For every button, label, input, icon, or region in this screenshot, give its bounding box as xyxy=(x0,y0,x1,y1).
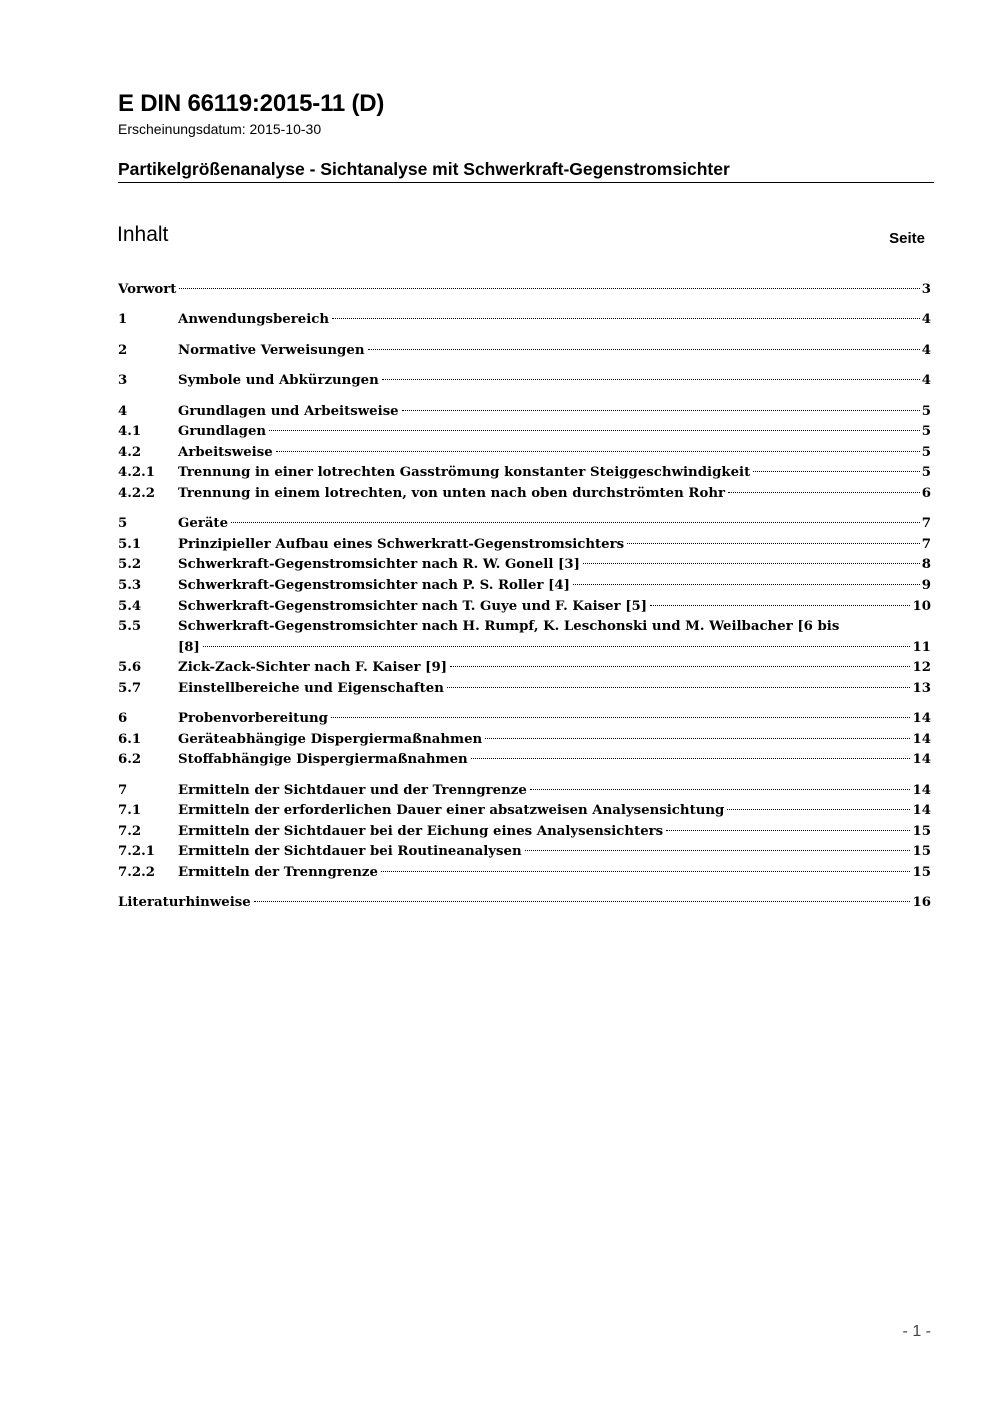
toc-entry-page: 10 xyxy=(912,599,931,614)
toc-entry-number: 5.5 xyxy=(118,619,142,634)
toc-entry[interactable] xyxy=(118,658,931,678)
toc-dot-leader xyxy=(530,789,911,790)
toc-entry-number: 7.2.1 xyxy=(118,844,156,859)
toc-dot-leader xyxy=(627,543,920,544)
toc-entry-number: 7.2 xyxy=(118,824,142,839)
toc-entry-title: Ermitteln der Sichtdauer bei Routineanalysen xyxy=(178,844,522,859)
toc-entry-title: Stoffabhängige Dispergiermaßnahmen xyxy=(178,752,468,767)
toc-entry-title: Trennung in einer lotrechten Gasströmung konstanter Steiggeschwindigkeit xyxy=(178,465,751,480)
toc-entry-page: 7 xyxy=(921,516,931,531)
toc-entry-number: 7 xyxy=(118,783,128,798)
toc-entry-title: Geräteabhängige Dispergiermaßnahmen xyxy=(178,732,483,747)
toc-entry-page: 4 xyxy=(921,373,931,388)
toc-entry[interactable] xyxy=(118,679,931,699)
toc-entry[interactable] xyxy=(118,842,931,862)
toc-entry-number: 6 xyxy=(118,711,128,726)
toc-entry-title: Ermitteln der Trenngrenze xyxy=(178,865,378,880)
publication-date: Erscheinungsdatum: 2015-10-30 xyxy=(118,121,322,137)
toc-entry-title: Schwerkraft-Gegenstromsichter nach R. W. Gonell [3] xyxy=(178,557,580,572)
toc-entry-title: Probenvorbereitung xyxy=(178,711,328,726)
toc-entry-page: 5 xyxy=(921,404,931,419)
toc-entry-page: 4 xyxy=(921,343,931,358)
toc-entry-title: Schwerkraft-Gegenstromsichter nach P. S. Roller [4] xyxy=(178,578,570,593)
toc-dot-leader xyxy=(650,605,910,606)
toc-entry[interactable] xyxy=(118,801,931,821)
toc-entry[interactable] xyxy=(118,750,931,770)
toc-entry[interactable] xyxy=(118,617,931,637)
toc-entry-title: Einstellbereiche und Eigenschaften xyxy=(178,681,444,696)
toc-entry-number: 5.2 xyxy=(118,557,142,572)
toc-entry-number: 4.2.2 xyxy=(118,486,156,501)
toc-entry-number: 5.7 xyxy=(118,681,142,696)
toc-dot-leader xyxy=(276,451,920,452)
toc-entry-page: 16 xyxy=(912,895,931,910)
footer-page-number: - 1 - xyxy=(902,1323,931,1340)
toc-dot-leader xyxy=(179,288,919,289)
toc-entry-page: 14 xyxy=(912,752,931,767)
toc-dot-leader xyxy=(525,850,911,851)
toc-entry-title: Grundlagen und Arbeitsweise xyxy=(178,404,399,419)
toc-dot-leader xyxy=(583,563,920,564)
toc-entry-number: 4 xyxy=(118,404,128,419)
toc-entry[interactable] xyxy=(118,402,931,422)
toc-dot-leader xyxy=(381,871,911,872)
toc-entry-number: 1 xyxy=(118,312,128,327)
toc-entry-title: Normative Verweisungen xyxy=(178,343,365,358)
toc-entry-page: 13 xyxy=(912,681,931,696)
toc-entry-number: 2 xyxy=(118,343,128,358)
toc-entry-page: 15 xyxy=(912,844,931,859)
toc-dot-leader xyxy=(753,471,920,472)
toc-entry-number: 5.1 xyxy=(118,537,142,552)
toc-entry-title: Schwerkraft-Gegenstromsichter nach T. Guye und F. Kaiser [5] xyxy=(178,599,648,614)
toc-entry[interactable] xyxy=(118,730,931,750)
toc-entry-number: 7.1 xyxy=(118,803,142,818)
toc-entry-page: 5 xyxy=(921,465,931,480)
toc-entry-page: 6 xyxy=(921,486,931,501)
toc-entry-number: 6.2 xyxy=(118,752,142,767)
toc-entry-title: [8] xyxy=(178,640,200,655)
toc-entry[interactable] xyxy=(118,781,931,801)
toc-page-column-label: Seite xyxy=(889,230,925,247)
toc-entry-number: 5.6 xyxy=(118,660,142,675)
toc-entry-page: 3 xyxy=(921,282,931,297)
toc-entry-title: Zick-Zack-Sichter nach F. Kaiser [9] xyxy=(178,660,447,675)
toc-entry[interactable] xyxy=(118,709,931,729)
toc-entry-number: 4.1 xyxy=(118,424,142,439)
toc-entry-page: 14 xyxy=(912,783,931,798)
toc-entry-page: 8 xyxy=(921,557,931,572)
toc-dot-leader xyxy=(471,758,911,759)
toc-entry[interactable] xyxy=(118,597,931,617)
document-subtitle: Partikelgrößenanalyse - Sichtanalyse mit Schwerkraft-Gegenstromsichter xyxy=(118,159,730,179)
toc-dot-leader xyxy=(231,522,920,523)
toc-entry-title: Literaturhinweise xyxy=(118,895,251,910)
toc-dot-leader xyxy=(728,492,920,493)
toc-entry-page: 14 xyxy=(912,732,931,747)
toc-entry[interactable] xyxy=(118,341,931,361)
toc-entry[interactable] xyxy=(118,555,931,575)
toc-entry-number: 7.2.2 xyxy=(118,865,156,880)
toc-entry[interactable] xyxy=(118,280,931,300)
toc-entry[interactable] xyxy=(118,822,931,842)
toc-dot-leader xyxy=(332,318,920,319)
toc-entry-title: Ermitteln der erforderlichen Dauer einer absatzweisen Analysensichtung xyxy=(178,803,725,818)
toc-entry[interactable] xyxy=(118,422,931,442)
toc-entry-number: 5.3 xyxy=(118,578,142,593)
toc-entry-page: 9 xyxy=(921,578,931,593)
toc-entry-page: 11 xyxy=(912,640,931,655)
toc-entry-title: Grundlagen xyxy=(178,424,267,439)
toc-dot-leader xyxy=(402,410,920,411)
toc-entry-title: Ermitteln der Sichtdauer und der Trenngrenze xyxy=(178,783,527,798)
toc-dot-leader xyxy=(254,901,911,902)
toc-entry-title: Anwendungsbereich xyxy=(178,312,330,327)
toc-heading: Inhalt xyxy=(117,223,169,246)
toc-entry[interactable] xyxy=(118,484,931,504)
toc-dot-leader xyxy=(368,349,920,350)
toc-entry-number: 5 xyxy=(118,516,128,531)
toc-entry-page: 12 xyxy=(912,660,931,675)
toc-dot-leader xyxy=(447,687,911,688)
toc-dot-leader xyxy=(331,717,911,718)
toc-entry[interactable] xyxy=(118,371,931,391)
toc-entry-title: Arbeitsweise xyxy=(178,445,273,460)
toc-dot-leader xyxy=(382,379,920,380)
toc-entry-title: Vorwort xyxy=(118,282,177,297)
toc-entry-title: Schwerkraft-Gegenstromsichter nach H. Rumpf, K. Leschonski und M. Weilbacher [6 bis xyxy=(178,619,840,634)
document-id: E DIN 66119:2015-11 (D) xyxy=(118,90,385,117)
toc-entry-title: Trennung in einem lotrechten, von unten nach oben durchströmten Rohr xyxy=(178,486,726,501)
toc-dot-leader xyxy=(203,646,911,647)
toc-entry-title: Ermitteln der Sichtdauer bei der Eichung eines Analysensichters xyxy=(178,824,664,839)
toc-entry[interactable] xyxy=(118,535,931,555)
toc-entry-page: 15 xyxy=(912,824,931,839)
toc-entry-title: Prinzipieller Aufbau eines Schwerkratt-Gegenstromsichters xyxy=(178,537,625,552)
toc-dot-leader xyxy=(666,830,910,831)
toc-entry[interactable] xyxy=(118,514,931,534)
toc-entry-page: 5 xyxy=(921,445,931,460)
toc-entry-number: 3 xyxy=(118,373,128,388)
toc-entry-page: 7 xyxy=(921,537,931,552)
toc-entry-number: 6.1 xyxy=(118,732,142,747)
toc-entry[interactable] xyxy=(118,576,931,596)
header-divider xyxy=(118,182,934,183)
toc-dot-leader xyxy=(573,584,920,585)
toc-entry[interactable] xyxy=(118,310,931,330)
toc-entry[interactable] xyxy=(118,863,931,883)
toc-entry-page: 15 xyxy=(912,865,931,880)
toc-entry-number: 5.4 xyxy=(118,599,142,614)
toc-entry[interactable] xyxy=(118,638,931,658)
toc-dot-leader xyxy=(269,430,920,431)
toc-entry-page: 5 xyxy=(921,424,931,439)
toc-entry-title: Geräte xyxy=(178,516,229,531)
toc-entry[interactable] xyxy=(118,463,931,483)
toc-dot-leader xyxy=(450,666,910,667)
toc-dot-leader xyxy=(485,738,910,739)
toc-entry-number: 4.2.1 xyxy=(118,465,156,480)
toc-dot-leader xyxy=(727,809,910,810)
toc-entry[interactable] xyxy=(118,893,931,913)
toc-entry-page: 14 xyxy=(912,803,931,818)
toc-entry-title: Symbole und Abkürzungen xyxy=(178,373,379,388)
toc-entry-number: 4.2 xyxy=(118,445,142,460)
toc-entry-page: 14 xyxy=(912,711,931,726)
toc-entry-page: 4 xyxy=(921,312,931,327)
toc-entry[interactable] xyxy=(118,443,931,463)
